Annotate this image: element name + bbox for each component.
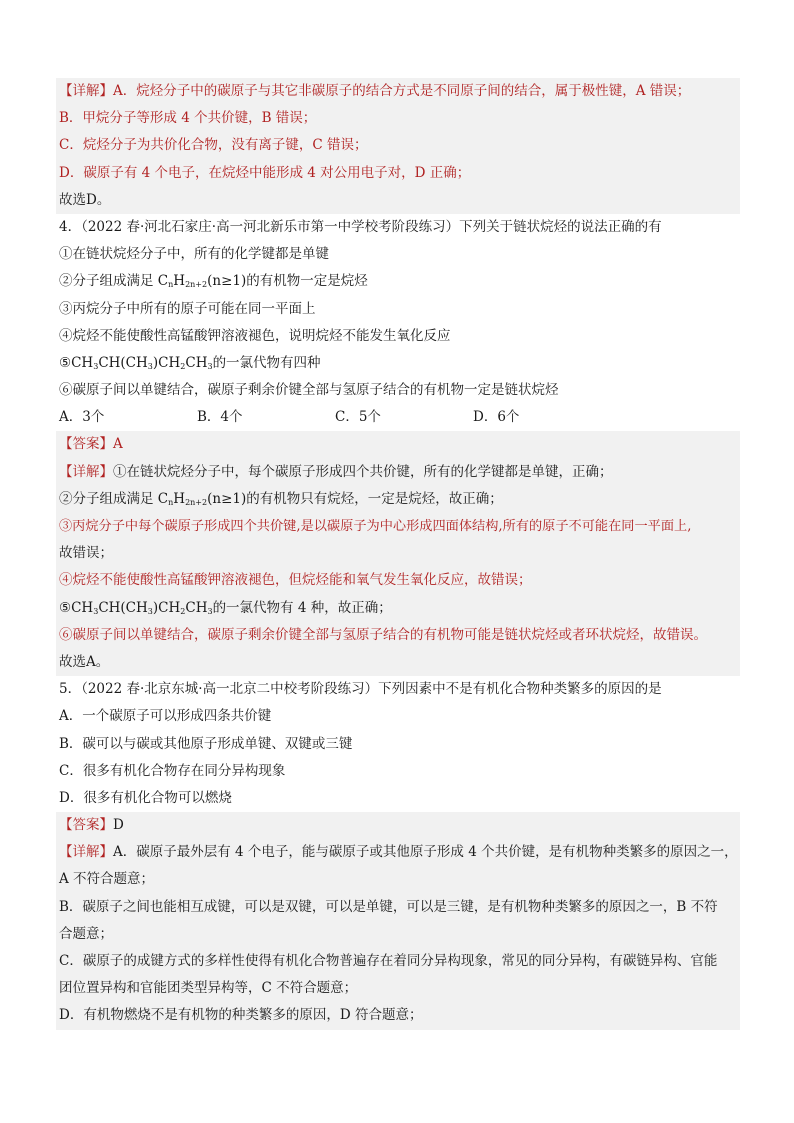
subscript: 3 [147, 606, 153, 616]
text: H [173, 490, 186, 507]
text: 的一氯代物有四种 [212, 354, 321, 371]
q4-conclusion: 故选A。 [56, 649, 740, 676]
explain-tag: 【详解】 [59, 844, 113, 861]
q3-explain-line-2: B．甲烷分子等形成 4 个共价键，B 错误； [56, 105, 740, 132]
q4-explain-line-5 [56, 595, 740, 622]
q3-explain-line-4: D．碳原子有 4 个电子，在烷烃中能形成 4 对公用电子对，D 正确； [56, 160, 740, 187]
text: ②分子组成满足 C [59, 273, 169, 290]
q5-explain-line-1b: A 不符合题意； [56, 866, 740, 893]
text: (n≥1)的有机物只有烷烃，一定是烷烃，故正确； [207, 490, 503, 507]
q4-statement-5 [56, 350, 740, 377]
q4-stem: 4．（2022 春·河北石家庄·高一河北新乐市第一中学校考阶段练习）下列关于链状烷烃的说法正确的有 [59, 218, 662, 235]
q4-explain-line-3b: 故错误； [56, 540, 740, 567]
text: CH(CH [98, 599, 148, 616]
text: (n≥1)的有机物一定是烷烃 [207, 273, 368, 290]
q4-statement-4: ④烷烃不能使酸性高锰酸钾溶液褪色，说明烷烃不能发生氧化反应 [59, 327, 451, 344]
q5-explain-line-1 [56, 839, 740, 866]
subscript: n [168, 280, 174, 290]
text: )CH [152, 354, 181, 371]
subscript: 3 [147, 361, 153, 371]
subscript: 3 [207, 361, 213, 371]
q4-explain-line-6: ⑥碳原子间以单键结合，碳原子剩余价键全部与氢原子结合的有机物可能是链状烷烃或者环状烷烃，故错误。 [56, 622, 740, 649]
q4-explain-line-3: ③丙烷分子中每个碳原子形成四个共价键,是以碳原子为中心形成四面体结构,所有的原子不可能在同一平面上, [56, 513, 740, 540]
option-c: C．5个 [335, 409, 381, 426]
subscript: 2 [180, 361, 186, 371]
subscript: 3 [207, 606, 213, 616]
text: ⑤CH [59, 599, 94, 616]
subscript: 3 [93, 606, 99, 616]
answer-tag: 【答案】 [59, 817, 113, 834]
text: CH [185, 354, 208, 371]
subscript: 3 [93, 361, 99, 371]
q4-statement-3: ③丙烷分子中所有的原子可能在同一平面上 [59, 300, 316, 317]
explain-text: ①在链状烷烃分子中，每个碳原子形成四个共价键，所有的化学键都是单键，正确； [113, 463, 613, 480]
q5-answer [56, 812, 740, 839]
subscript: 2 [180, 606, 186, 616]
q3-explain-line-3: C．烷烃分子为共价化合物，没有离子键，C 错误； [56, 132, 740, 159]
answer-value: A [113, 436, 123, 453]
q4-options [56, 404, 740, 431]
q3-explain-line-1 [56, 78, 740, 105]
q3-conclusion: 故选D。 [56, 187, 740, 214]
q4-explain-line-2 [56, 486, 740, 513]
q5-stem: 5．（2022 春·北京东城·高一北京二中校考阶段练习）下列因素中不是有机化合物种类繁多的原因的是 [59, 681, 662, 698]
q5-option-a: A．一个碳原子可以形成四条共价键 [59, 708, 272, 725]
q4-statement-6: ⑥碳原子间以单键结合，碳原子剩余价键全部与氢原子结合的有机物一定是链状烷烃 [59, 382, 559, 399]
q4-statement-1: ①在链状烷烃分子中，所有的化学键都是单键 [59, 246, 329, 263]
q5-option-c: C．很多有机化合物存在同分异构现象 [59, 762, 286, 779]
subscript: 2n+2 [185, 280, 208, 290]
option-a: A．3个 [59, 409, 105, 426]
text: H [173, 273, 186, 290]
subscript: n [168, 497, 174, 507]
option-b: B．4个 [197, 409, 243, 426]
explain-tag: 【详解】 [59, 83, 113, 99]
q4-statement-2 [56, 268, 740, 295]
subscript: 2n+2 [185, 497, 208, 507]
text: CH(CH [98, 354, 148, 371]
explain-tag: 【详解】 [59, 463, 113, 480]
text: 的一氯代物有 4 种，故正确； [212, 599, 392, 616]
q5-explain-line-3: C．碳原子的成键方式的多样性使得有机化合物普遍存在着同分异构现象，常见的同分异构，有碳链异构、官能 [56, 948, 740, 975]
text: )CH [152, 599, 181, 616]
document-page [56, 78, 740, 1030]
text: ②分子组成满足 C [59, 490, 169, 507]
q5-explain-line-3b: 团位置异构和官能团类型异构等，C 不符合题意； [56, 975, 740, 1002]
option-d: D．6个 [473, 409, 520, 426]
q4-answer [56, 431, 740, 458]
q4-explain-line-1 [56, 459, 740, 486]
explain-text: A．碳原子最外层有 4 个电子，能与碳原子或其他原子形成 4 个共价键，是有机物种类繁多的原因之一， [113, 844, 738, 861]
text: ⑤CH [59, 354, 94, 371]
q4-explain-line-4: ④烷烃不能使酸性高锰酸钾溶液褪色，但烷烃能和氧气发生氧化反应，故错误； [56, 567, 740, 594]
answer-value: D [113, 817, 124, 834]
explain-text: A．烷烃分子中的碳原子与其它非碳原子的结合方式是不同原子间的结合，属于极性键，A 错误； [113, 83, 691, 99]
q5-option-b: B．碳可以与碳或其他原子形成单键、双键或三键 [59, 735, 353, 752]
q5-explain-line-4: D．有机物燃烧不是有机物的种类繁多的原因，D 符合题意； [56, 1002, 740, 1029]
q5-explain-line-2: B．碳原子之间也能相互成键，可以是双键，可以是单键，可以是三键，是有机物种类繁多的原因之一，B 不符 [56, 894, 740, 921]
q5-explain-line-2b: 合题意； [56, 921, 740, 948]
text: CH [185, 599, 208, 616]
q5-option-d: D．很多有机化合物可以燃烧 [59, 789, 232, 806]
answer-tag: 【答案】 [59, 436, 113, 453]
